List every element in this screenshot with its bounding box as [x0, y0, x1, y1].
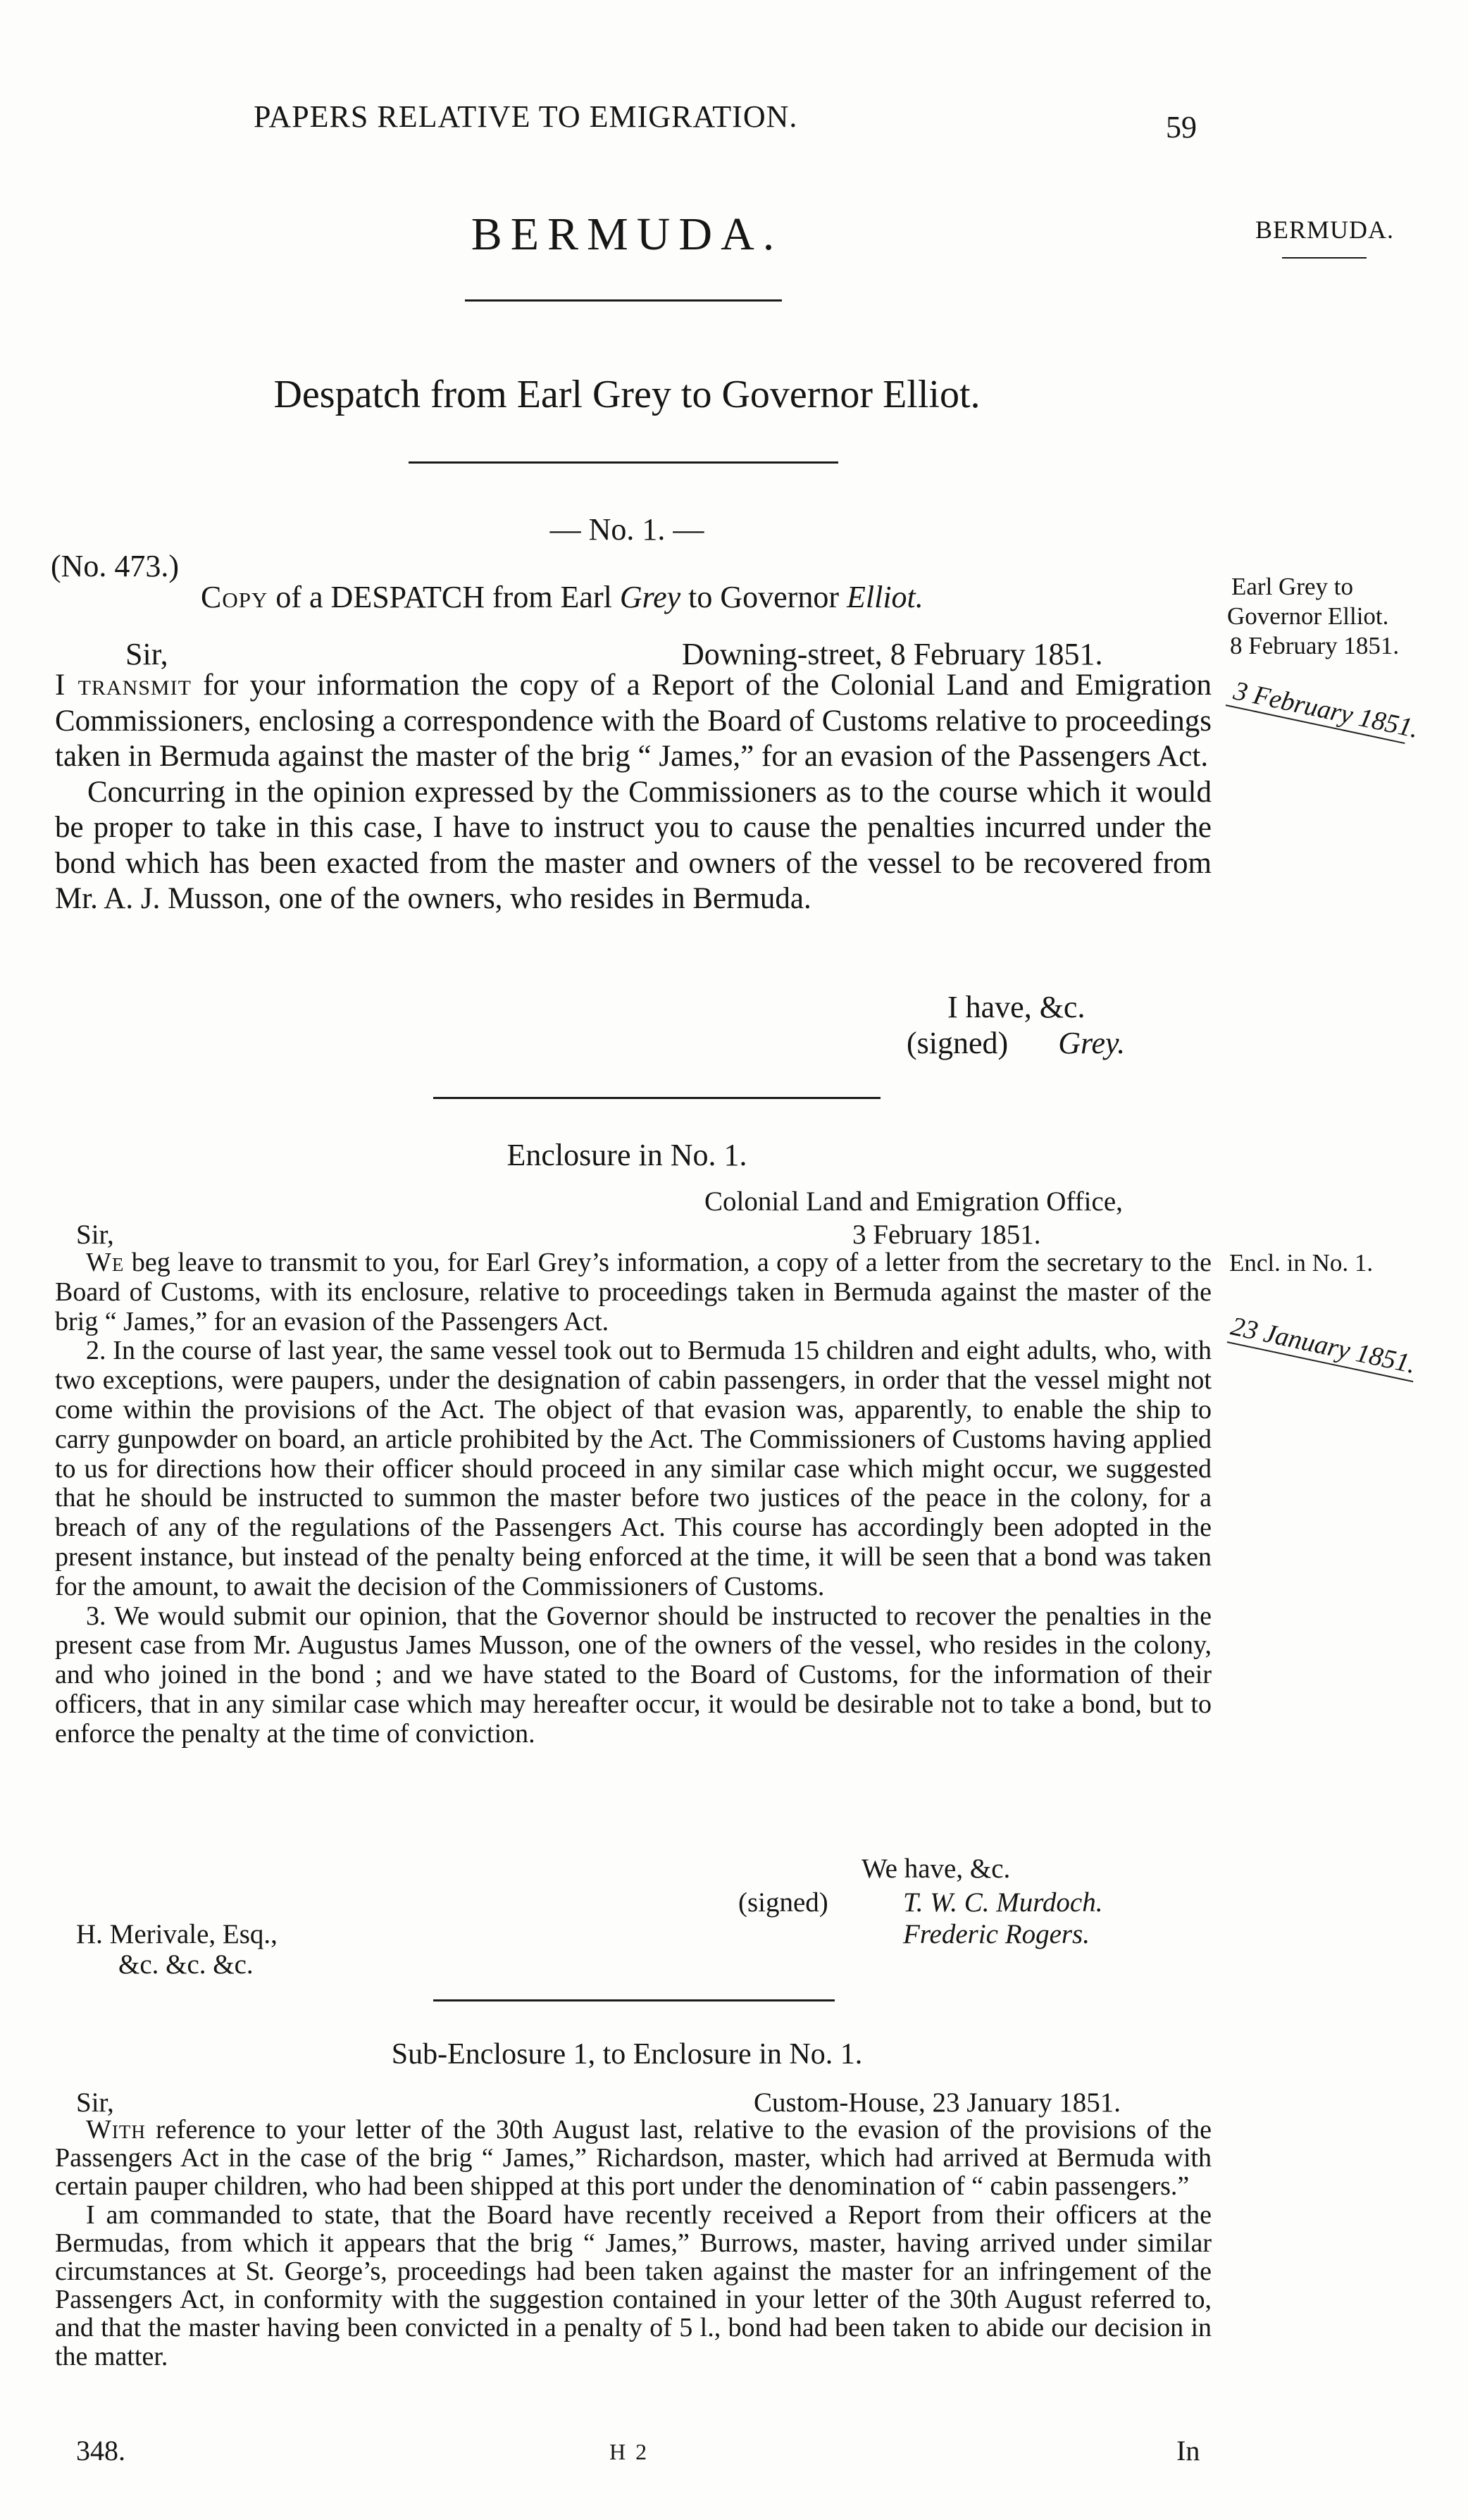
enclosure-salutation: Sir,	[76, 1219, 114, 1250]
enclosure-para1-lead: We	[86, 1248, 125, 1277]
sub-enclosure-para2-text: I am commanded to state, that the Board have recently received a Report from their officers at the Bermudas, from which it appears that the brig “ James,” Burrows, master, having arrived under similar circumstances at St. George’s, proceedings had been taken against the master for an infringement of the Passengers Act, in conformity with the suggestion contained in your letter of the 30th August referred to, and that the master having been convicted in a penalty of 5 l., bond had been taken to abide our decision in the matter.	[55, 2199, 1212, 2371]
page-number: 59	[1166, 110, 1197, 144]
despatch-title-mid: of a DESPATCH from Earl	[268, 580, 620, 614]
margin-note-line-1: Earl Grey to	[1231, 573, 1353, 600]
despatch-heading: Despatch from Earl Grey to Governor Elliot.	[273, 373, 981, 416]
footer-left: 348.	[76, 2435, 125, 2466]
margin-note-line-3: 8 February 1851.	[1230, 632, 1400, 659]
sub-enclosure-place-date: Custom-House, 23 January 1851.	[754, 2087, 1121, 2118]
despatch-margin-note	[1227, 572, 1399, 661]
margin-section-title: BERMUDA.	[1255, 216, 1395, 244]
running-head	[254, 99, 797, 135]
sub-enclosure-paragraph-1	[55, 2116, 1212, 2201]
sub-enclosure-para1-lead: With	[86, 2115, 146, 2145]
section-title: BERMUDA.	[471, 209, 783, 260]
footer-signature-mark: H 2	[609, 2439, 649, 2464]
section-rule	[465, 299, 782, 302]
enclosure-paragraph-2	[55, 1336, 1212, 1601]
enclosure-addressee-1: H. Merivale, Esq.,	[76, 1919, 278, 1949]
sub-enclosure-body	[55, 2116, 1212, 2371]
enclosure-closing: We have, &c.	[861, 1854, 1011, 1884]
despatch-number: — No. 1. —	[549, 512, 704, 547]
despatch-signature: Grey.	[1058, 1026, 1126, 1060]
despatch-signed-label: (signed)	[907, 1026, 1009, 1060]
despatch-paragraph-1	[55, 668, 1212, 775]
enclosure-date: 3 February 1851.	[852, 1219, 1041, 1250]
heading-rule	[409, 461, 838, 464]
despatch-title-to: to Governor	[680, 580, 847, 614]
despatch-para2-text: Concurring in the opinion expressed by the Commissioners as to the course which it would be proper to take in this case, I have to instruct you to cause the penalties incurred under the bond which has been exacted from the master and owners of the vessel to be recovered from Mr. A. J. Musson, one of the owners, who resides in Bermuda.	[55, 775, 1212, 915]
enclosure-signed-label: (signed)	[738, 1887, 828, 1918]
sub-enclosure-heading: Sub-Enclosure 1, to Enclosure in No. 1.	[391, 2038, 863, 2071]
despatch-paragraph-2	[55, 775, 1212, 917]
despatch-para1-text: for your information the copy of a Report of the Colonial Land and Emigration Commissioners, enclosing a correspondence with the Board of Customs relative to proceedings taken in Bermuda against the master of the brig “ James,” for an evasion of the Passengers Act.	[55, 669, 1212, 773]
running-head-title: PAPERS RELATIVE TO EMIGRATION.	[254, 99, 798, 134]
margin-title-rule	[1282, 257, 1367, 259]
despatch-handwritten-date: 3 February 1851.	[1231, 676, 1422, 745]
despatch-para1-lead: I transmit	[55, 669, 192, 702]
sub-enclosure-paragraph-2	[55, 2201, 1212, 2371]
enclosure-addressee-2: &c. &c. &c.	[118, 1949, 254, 1980]
enclosure-margin-note: Encl. in No. 1.	[1229, 1249, 1374, 1277]
despatch-ref: (No. 473.)	[51, 549, 180, 583]
despatch-body	[55, 668, 1212, 917]
despatch-closing: I have, &c.	[947, 990, 1086, 1024]
enclosure-signatory-1: T. W. C. Murdoch.	[903, 1887, 1103, 1918]
enclosure-office: Colonial Land and Emigration Office,	[704, 1186, 1123, 1217]
footer-catchword: In	[1176, 2435, 1200, 2466]
despatch-end-rule	[433, 1097, 881, 1099]
enclosure-paragraph-1	[55, 1248, 1212, 1336]
enclosure-para3-text: 3. We would submit our opinion, that the Governor should be instructed to recover the penalties in the present case from Mr. Augustus James Musson, one of the owners of the vessel, who resides in the colony, and who joined in the bond ; and we have stated to the Board of Customs, for the information of their officers, that in any similar case which may hereafter occur, it would be desirable not to take a bond, but to enforce the penalty at the time of conviction.	[55, 1601, 1212, 1749]
enclosure-para1-text: beg leave to transmit to you, for Earl Grey’s information, a copy of a letter from the secretary to the Board of Customs, with its enclosure, relative to proceedings taken in Bermuda against the master of the brig “ James,” for an evasion of the Passengers Act.	[55, 1248, 1212, 1336]
despatch-title-prefix: Copy	[201, 580, 268, 614]
sub-enclosure-para1-text: reference to your letter of the 30th August last, relative to the evasion of the provisions of the Passengers Act in the case of the brig “ James,” Richardson, master, which had arrived at Bermuda with certain pauper children, who had been shipped at this port under the denomination of “ cabin passengers.”	[55, 2115, 1212, 2202]
enclosure-signatory-2: Frederic Rogers.	[903, 1919, 1090, 1949]
enclosure-heading: Enclosure in No. 1.	[506, 1138, 747, 1172]
despatch-salutation: Sir,	[125, 637, 168, 671]
enclosure-handwritten-date: 23 January 1851.	[1228, 1311, 1419, 1380]
despatch-signature-block	[907, 1025, 1125, 1061]
margin-note-line-2: Governor Elliot.	[1227, 602, 1389, 630]
sub-enclosure-salutation: Sir,	[76, 2087, 114, 2118]
despatch-title-grey: Grey	[619, 580, 681, 614]
despatch-title	[201, 579, 923, 615]
enclosure-end-rule	[433, 1999, 835, 2001]
enclosure-para2-text: 2. In the course of last year, the same vessel took out to Bermuda 15 children and eight adults, who, with two exceptions, were paupers, under the designation of cabin passengers, in order that the vessel might not come within the provisions of the Act. The object of that evasion was, apparently, to enable the ship to carry gunpowder on board, an article prohibited by the Act. The Commissioners of Customs having applied to us for directions how their officer should proceed in any similar case which might occur, we suggested that he should be instructed to summon the master before two justices of the peace in the colony, for a breach of any of the regulations of the Passengers Act. This course has accordingly been adopted in the present instance, but instead of the penalty being enforced at the time, it will be seen that a bond was taken for the amount, to await the decision of the Commissioners of Customs.	[55, 1336, 1212, 1601]
enclosure-paragraph-3	[55, 1602, 1212, 1749]
despatch-title-elliot: Elliot.	[847, 580, 923, 614]
enclosure-body	[55, 1248, 1212, 1749]
despatch-place-date: Downing-street, 8 February 1851.	[682, 637, 1103, 671]
